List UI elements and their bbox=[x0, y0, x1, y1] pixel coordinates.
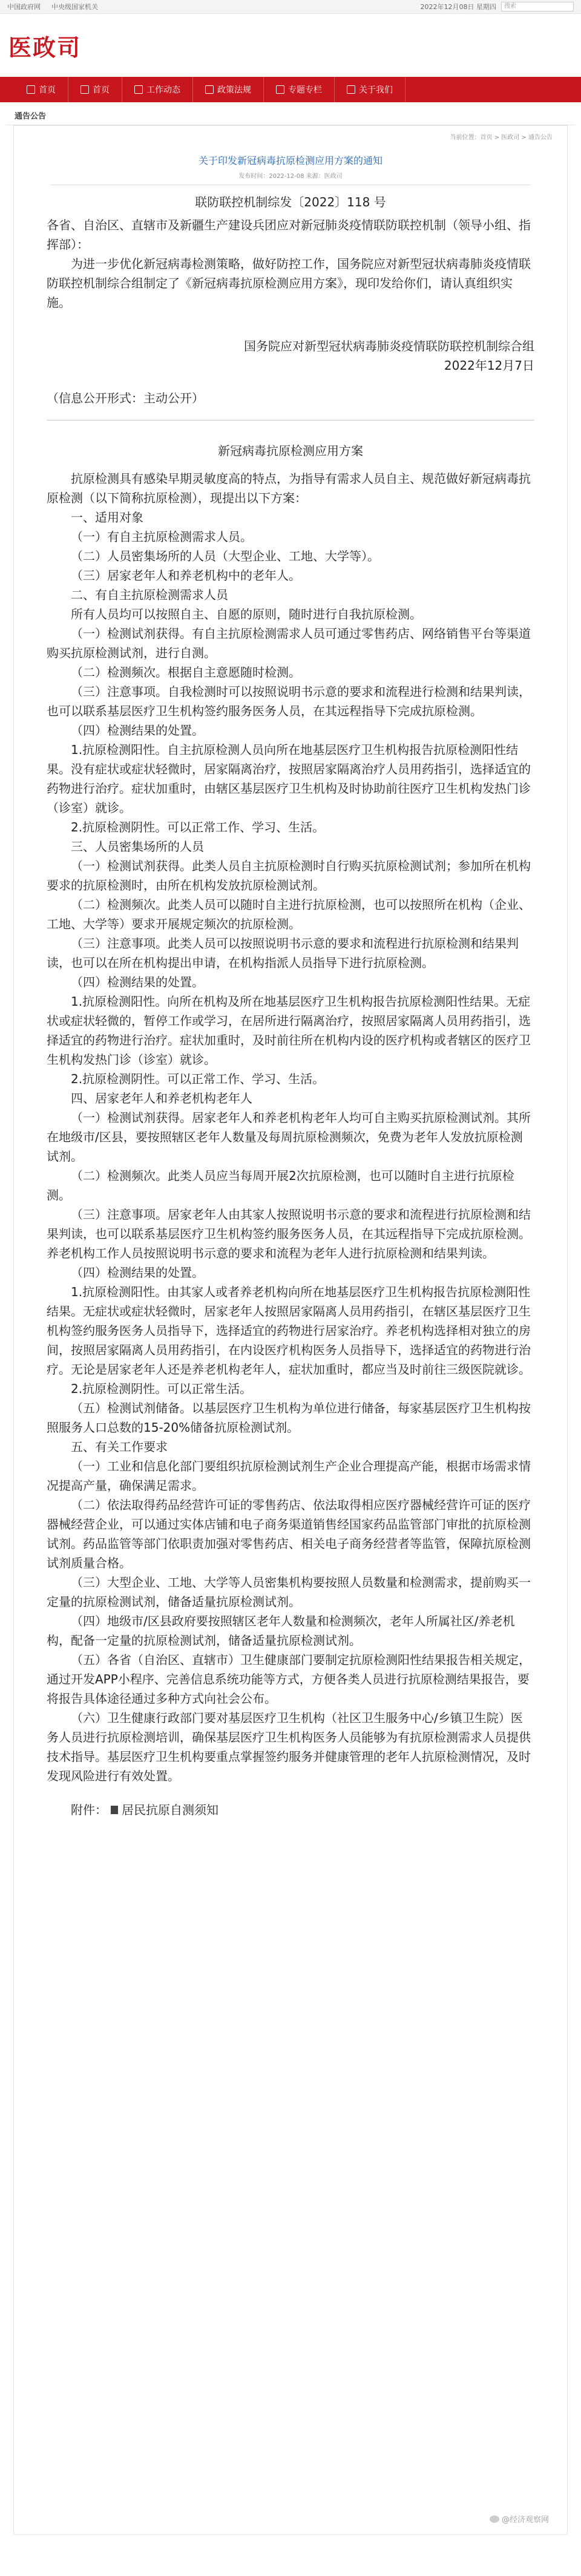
gov-site-link[interactable]: 中国政府网 bbox=[7, 3, 41, 11]
body-paragraph: （四）检测结果的处置。 bbox=[71, 975, 204, 989]
nav-label: 工作动态 bbox=[146, 85, 180, 95]
body-paragraph: 2.抗原检测阴性。可以正常工作、学习、生活。 bbox=[71, 820, 325, 834]
plan-paragraphs bbox=[47, 469, 534, 1786]
site-logo[interactable]: 医政司 bbox=[8, 34, 82, 61]
body-paragraph: （二）人员密集场所的人员（大型企业、工地、大学等）。 bbox=[71, 549, 379, 563]
article-meta: 发布时间：2022-12-08 来源：医政司 bbox=[50, 167, 531, 185]
attachment-link[interactable]: 居民抗原自测须知 bbox=[122, 1803, 218, 1817]
nav-label: 专题专栏 bbox=[288, 85, 322, 95]
body-paragraph: （二）依法取得药品经营许可证的零售药店、依法取得相应医疗器械经营许可证的医疗器械经营企业，可以通过实体店铺和电子商务渠道销售经国家药品监管部门审批的抗原检测试剂。药品监管等部门依职责加强对零售药店、相关电子商务经营者等监管，保障抗原检测试剂质量合格。 bbox=[47, 1498, 531, 1570]
signing-date: 2022年12月7日 bbox=[444, 358, 534, 373]
public-disclosure-note: （信息公开形式：主动公开） bbox=[47, 391, 204, 405]
body-paragraph: 五、有关工作要求 bbox=[71, 1440, 168, 1454]
nav-item-about[interactable] bbox=[335, 77, 405, 102]
signing-organization: 国务院应对新型冠状病毒肺炎疫情联防联控机制综合组 bbox=[244, 339, 534, 353]
document-icon bbox=[205, 85, 214, 94]
body-paragraph: （六）卫生健康行政部门要对基层医疗卫生机构（社区卫生服务中心/乡镇卫生院）医务人员进行抗原检测培训，确保基层医疗卫生机构医务人员能够为有抗原检测需求人员提供技术指导。基层医疗卫生机构要重点掌握签约服务并健康管理的老年人抗原检测情况，及时发现风险进行有效处置。 bbox=[47, 1711, 531, 1783]
article-body bbox=[14, 185, 567, 1820]
body-paragraph: （一）工业和信息化部门要组织抗原检测试剂生产企业合理提高产能，根据市场需求情况提高产量，确保满足需求。 bbox=[47, 1459, 531, 1493]
article-title: 关于印发新冠病毒抗原检测应用方案的通知 bbox=[198, 155, 382, 166]
body-paragraph: （四）检测结果的处置。 bbox=[71, 1265, 204, 1280]
body-paragraph: 四、居家老年人和养老机构老年人 bbox=[71, 1091, 252, 1106]
divider bbox=[47, 420, 534, 421]
folder-icon bbox=[276, 85, 284, 94]
body-paragraph: 二、有自主抗原检测需求人员 bbox=[71, 588, 228, 602]
body-paragraph: （四）地级市/区县政府要按照辖区老年人数量和检测频次，老年人所属社区/养老机构，配备一定量的抗原检测试剂，储备适量抗原检测试剂。 bbox=[47, 1614, 515, 1648]
body-paragraph: 各省、自治区、直辖市及新疆生产建设兵团应对新冠肺炎疫情联防联控机制（领导小组、指挥部）： bbox=[47, 218, 531, 252]
body-paragraph: 1.抗原检测阳性。自主抗原检测人员向所在地基层医疗卫生机构报告抗原检测阳性结果。没有症状或症状轻微时，居家隔离治疗，按照居家隔离治疗人员用药指引，选择适宜的药物进行治疗。症状加重时，由辖区基层医疗卫生机构及时协助前往医疗卫生机构发热门诊（诊室）就诊。 bbox=[47, 742, 531, 815]
attachment-label: 附件： bbox=[71, 1803, 107, 1817]
body-paragraph: 2.抗原检测阴性。可以正常工作、学习、生活。 bbox=[71, 1072, 325, 1086]
body-paragraph: （三）大型企业、工地、大学等人员密集机构要按照人员数量和检测需求，提前购买一定量的抗原检测试剂，储备适量抗原检测试剂。 bbox=[47, 1575, 531, 1609]
body-paragraph: 抗原检测具有感染早期灵敏度高的特点，为指导有需求人员自主、规范做好新冠病毒抗原检测（以下简称抗原检测），现提出以下方案： bbox=[47, 471, 531, 505]
weibo-icon bbox=[490, 2515, 499, 2523]
body-paragraph: （一）有自主抗原检测需求人员。 bbox=[71, 529, 252, 544]
body-paragraph: 1.抗原检测阳性。由其家人或者养老机构向所在地基层医疗卫生机构报告抗原检测阳性结果。无症状或症状轻微时，居家老年人按照居家隔离人员用药指引，在辖区基层医疗卫生机构签约服务医务人员指导下，选择适宜的药物进行居家治疗。养老机构选择相对独立的房间，按照居家隔离人员用药指引，在内设医疗机构医务人员指导下，选择适宜的药物进行治疗。无论是居家老年人还是养老机构老年人，症状加重时，都应当及时前往三级医院就诊。 bbox=[47, 1285, 531, 1377]
body-paragraph: （一）检测试剂获得。有自主抗原检测需求人员可通过零售药店、网络销售平台等渠道购买抗原检测试剂，进行自测。 bbox=[47, 626, 531, 660]
body-paragraph: 一、适用对象 bbox=[71, 510, 143, 525]
nav-item-index[interactable] bbox=[68, 77, 122, 102]
watermark-text: @经济观察网 bbox=[501, 2515, 549, 2525]
body-paragraph: （三）注意事项。自我检测时可以按照说明书示意的要求和流程进行检测和结果判读，也可以联系基层医疗卫生机构签约服务医务人员，在其远程指导下完成抗原检测。 bbox=[47, 684, 531, 718]
body-paragraph: 为进一步优化新冠病毒检测策略，做好防控工作，国务院应对新型冠状病毒肺炎疫情联防联控机制综合组制定了《新冠病毒抗原检测应用方案》，现印发给你们，请认真组织实施。 bbox=[47, 257, 531, 310]
search-input[interactable]: 搜索 bbox=[501, 2, 574, 11]
attachment-row bbox=[47, 1800, 534, 1820]
info-icon bbox=[347, 85, 355, 94]
body-paragraph: （二）检测频次。根据自主意愿随时检测。 bbox=[71, 665, 301, 680]
top-utility-bar bbox=[0, 0, 581, 14]
breadcrumb[interactable]: 当前位置：首页 > 医政司 > 通告公告 bbox=[450, 134, 553, 141]
body-paragraph: （四）检测结果的处置。 bbox=[71, 723, 204, 738]
body-paragraph: （一）检测试剂获得。居家老年人和养老机构老年人均可自主购买抗原检测试剂。其所在地级市/区县，要按照辖区老年人数量及每周抗原检测频次，免费为老年人发放抗原检测试剂。 bbox=[47, 1110, 531, 1164]
nav-item-policy[interactable] bbox=[193, 77, 264, 102]
page-icon bbox=[80, 85, 89, 94]
body-paragraph: （五）各省（自治区、直辖市）卫生健康部门要制定抗原检测阳性结果报告相关规定，通过开发APP小程序、完善信息系统功能等方式，方便各类人员进行抗原检测结果报告，要将报告具体途径通过多种方式向社会公布。 bbox=[47, 1653, 531, 1706]
body-paragraph: （三）注意事项。此类人员可以按照说明书示意的要求和流程进行抗原检测和结果判读，也可以在所在机构提出申请，在机构指派人员指导下进行抗原检测。 bbox=[47, 936, 519, 970]
nav-item-news[interactable] bbox=[122, 77, 193, 102]
article-panel bbox=[13, 125, 568, 2535]
site-header bbox=[0, 14, 581, 77]
file-icon bbox=[111, 1806, 118, 1814]
body-paragraph: （三）注意事项。居家老年人由其家人按照说明书示意的要求和流程进行抗原检测和结果判读，也可以联系基层医疗卫生机构签约服务医务人员，在其远程指导下完成抗原检测。养老机构工作人员按照说明书示意的要求和流程为老年人进行抗原检测和结果判读。 bbox=[47, 1207, 531, 1260]
section-title: 通告公告 bbox=[6, 102, 575, 125]
nav-label: 首页 bbox=[39, 85, 56, 95]
body-paragraph: 1.抗原检测阳性。向所在机构及所在地基层医疗卫生机构报告抗原检测阳性结果。无症状或症状轻微的，暂停工作或学习，在居所进行隔离治疗，按照居家隔离人员用药指引，选择适宜的药物进行治疗。症状加重时，及时前往所在机构内设的医疗机构或者辖区的医疗卫生机构发热门诊（诊室）就诊。 bbox=[47, 994, 531, 1067]
body-paragraph: （五）检测试剂储备。以基层医疗卫生机构为单位进行储备，每家基层医疗卫生机构按照服务人口总数的15-20%储备抗原检测试剂。 bbox=[47, 1401, 531, 1435]
body-paragraph: （二）检测频次。此类人员应当每周开展2次抗原检测，也可以随时自主进行抗原检测。 bbox=[47, 1168, 514, 1202]
nav-label: 政策法规 bbox=[217, 85, 251, 95]
plan-title: 新冠病毒抗原检测应用方案 bbox=[218, 444, 363, 458]
news-icon bbox=[134, 85, 143, 94]
watermark bbox=[490, 2513, 549, 2525]
main-nav bbox=[0, 77, 581, 102]
body-paragraph: 所有人员均可以按照自主、自愿的原则，随时进行自我抗原检测。 bbox=[71, 607, 422, 621]
central-orgs-link[interactable]: 中央级国家机关 bbox=[51, 3, 98, 11]
home-icon bbox=[27, 85, 35, 94]
body-paragraph: （二）检测频次。此类人员可以随时自主进行抗原检测，也可以按照所在机构（企业、工地、大学等）要求开展规定频次的抗原检测。 bbox=[47, 897, 531, 931]
body-paragraph: （一）检测试剂获得。此类人员自主抗原检测时自行购买抗原检测试剂；参加所在机构要求的抗原检测时，由所在机构发放抗原检测试剂。 bbox=[47, 859, 531, 893]
nav-item-topics[interactable] bbox=[264, 77, 335, 102]
nav-item-home[interactable] bbox=[15, 77, 68, 102]
body-paragraph: 2.抗原检测阴性。可以正常生活。 bbox=[71, 1381, 252, 1396]
nav-label: 关于我们 bbox=[359, 85, 393, 95]
date-text: 2022年12月08日 星期四 bbox=[420, 3, 496, 11]
document-number: 联防联控机制综发〔2022〕118 号 bbox=[195, 195, 386, 209]
body-paragraph: （三）居家老年人和养老机构中的老年人。 bbox=[71, 568, 301, 583]
body-paragraph: 三、人员密集场所的人员 bbox=[71, 839, 204, 854]
nav-label: 首页 bbox=[93, 85, 110, 95]
intro-paragraphs bbox=[47, 215, 534, 312]
